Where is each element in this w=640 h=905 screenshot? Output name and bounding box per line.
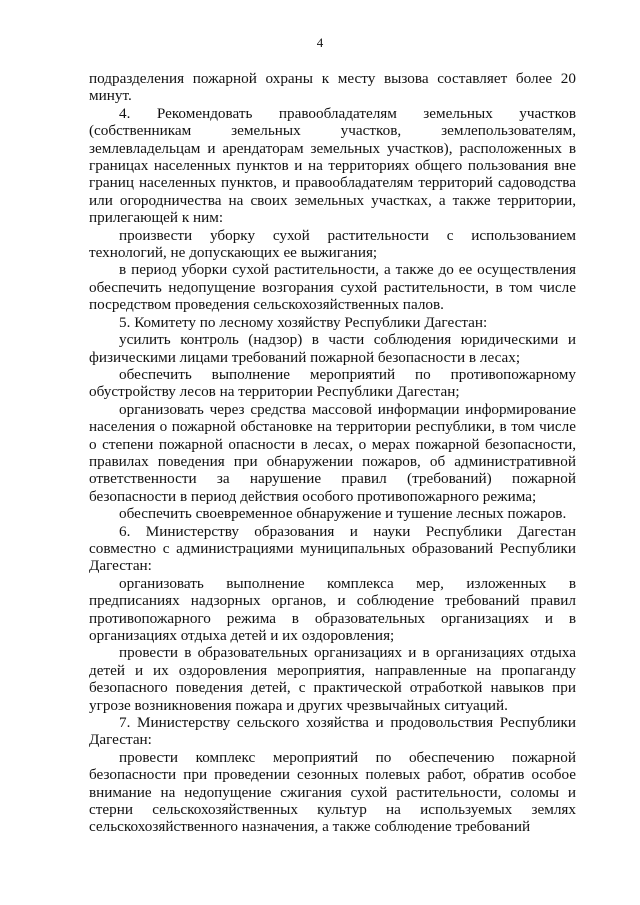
paragraph: провести в образовательных организациях и в организациях отдыха детей и их оздоровления мероприятия, направленные на пропаганду безопасного поведения детей, с практической отработкой навыков при угрозе возникновения пожара и других чрезвычайных ситуаций.	[89, 644, 576, 714]
paragraph: 7. Министерству сельского хозяйства и продовольствия Республики Дагестан:	[89, 714, 576, 749]
paragraph: произвести уборку сухой растительности с использованием технологий, не допускающих ее выжигания;	[89, 226, 576, 262]
paragraph: 4. Рекомендовать правообладателям земельных участков (собственникам земельных участков, землепользователям, землевладельцам и арендаторам земельных участков), расположенных в границах населенных пунктов и на территориях общего пользования вне границ населенных пунктов, и правообладателям территорий садоводства или огородничества на своих земельных участках, а также территории, прилегающей к ним:	[89, 104, 576, 227]
paragraph: 5. Комитету по лесному хозяйству Республики Дагестан:	[119, 313, 488, 331]
paragraph: в период уборки сухой растительности, а также до ее осуществления обеспечить недопущение возгорания сухой растительности, в том числе посредством проведения сельскохозяйственных палов.	[89, 261, 576, 314]
paragraph: организовать выполнение комплекса мер, изложенных в предписаниях надзорных органов, и соблюдение требований правил противопожарного режима в образовательных организациях и в организациях отдыха детей и их оздоровления;	[89, 574, 576, 644]
paragraph: подразделения пожарной охраны к месту вызова составляет более 20 минут.	[89, 70, 576, 105]
paragraph: 6. Министерству образования и науки Республики Дагестан совместно с администрациями муниципальных образований Республики Дагестан:	[89, 522, 576, 575]
paragraph: провести комплекс мероприятий по обеспечению пожарной безопасности при проведении сезонных полевых работ, обратив особое внимание на недопущение сжигания сухой растительности, соломы и стерни сельскохозяйственных культур на используемых землях сельскохозяйственного назначения, а также соблюдение требований	[89, 748, 576, 836]
page-number: 4	[316, 35, 324, 50]
paragraph: усилить контроль (надзор) в части соблюдения юридическими и физическими лицами требований пожарной безопасности в лесах;	[89, 331, 576, 366]
paragraph: обеспечить выполнение мероприятий по противопожарному обустройству лесов на территории Республики Дагестан;	[89, 365, 576, 401]
paragraph: обеспечить своевременное обнаружение и тушение лесных пожаров.	[119, 505, 567, 523]
paragraph: организовать через средства массовой информации информирование населения о пожарной обстановке на территории республики, в том числе о степени пожарной опасности в лесах, о мерах пожарной безопасности, правилах поведения при обнаружении пожаров, об административной ответственности за нарушение правил (требований) пожарной безопасности в период действия особого противопожарного режима;	[89, 400, 576, 505]
document-body	[89, 70, 576, 836]
